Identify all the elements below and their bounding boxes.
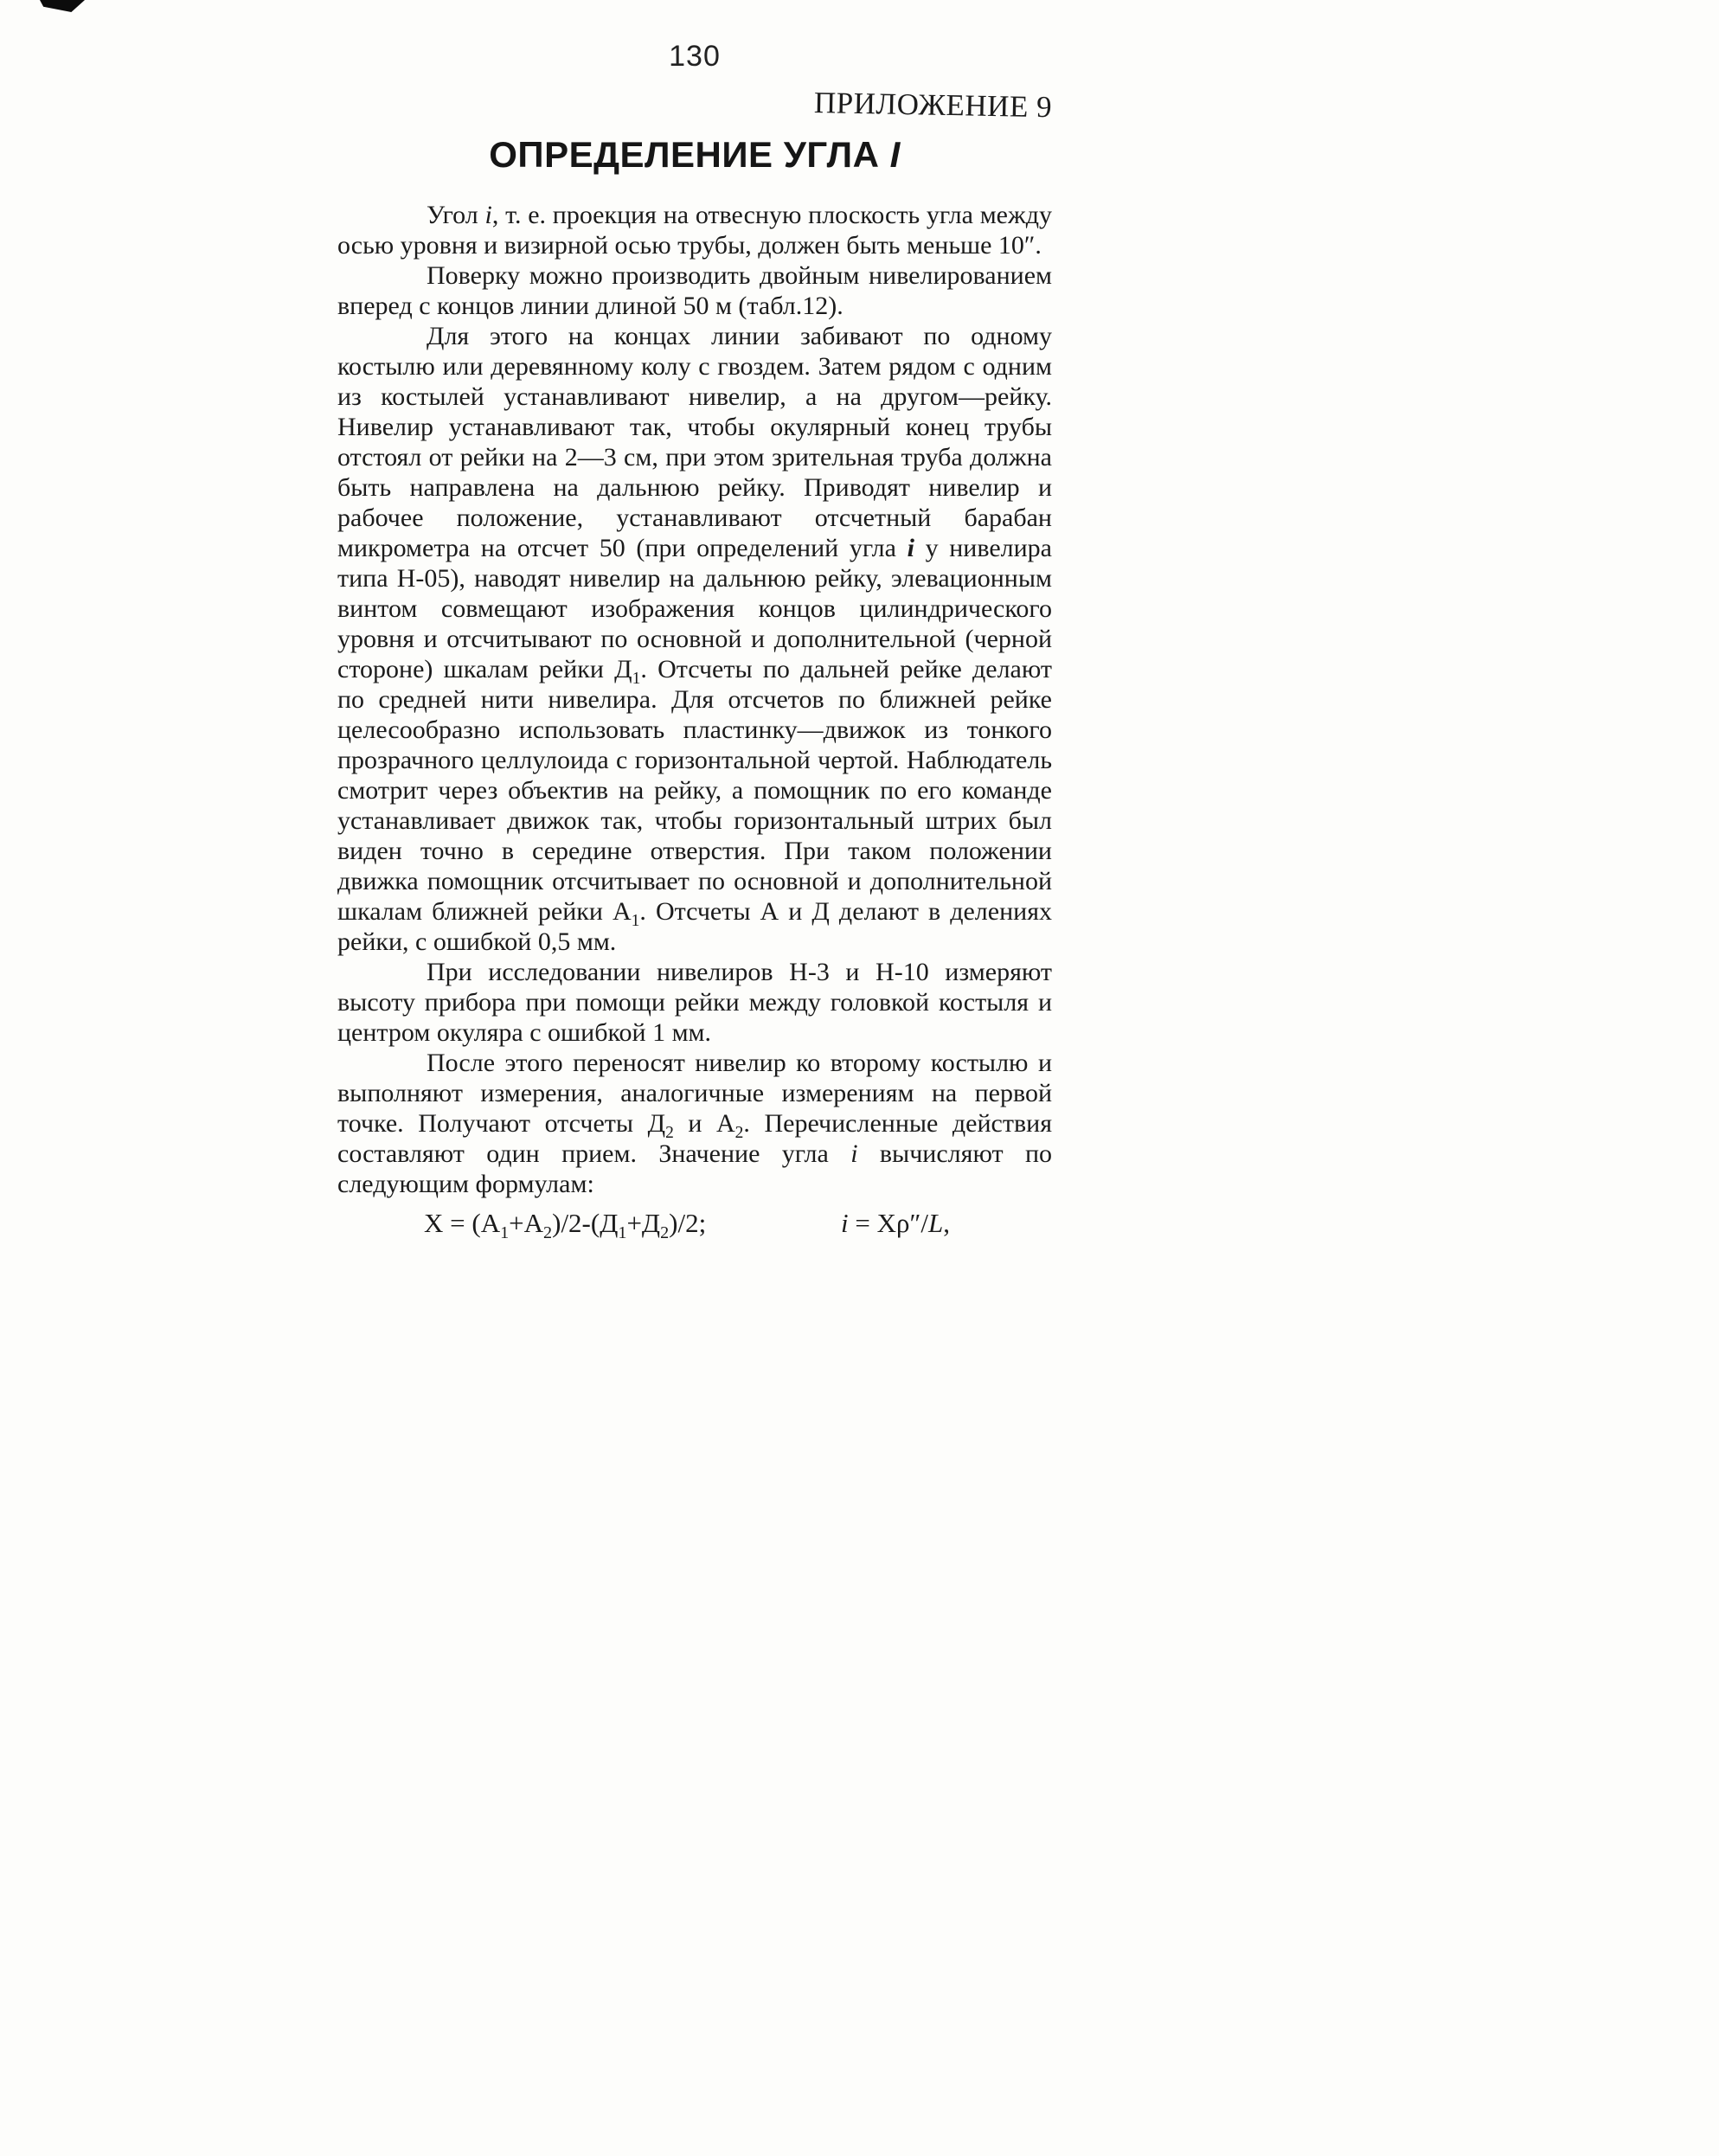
- formula-row: [337, 1208, 1052, 1243]
- page-title-text: ОПРЕДЕЛЕНИЕ УГЛА: [489, 134, 890, 175]
- page-title: [337, 134, 1052, 176]
- paragraph-intro-angle: Угол i, т. е. проекция на отвесную плоскость угла между осью уровня и визирной осью трубы, должен быть меньше 10″.: [337, 201, 1052, 260]
- page-content: [337, 0, 1053, 1243]
- document-body: [337, 200, 1053, 1243]
- formula-i-definition: i = Xρ″/L,: [841, 1208, 950, 1238]
- appendix-row: [337, 86, 1053, 125]
- page-title-italic: I: [889, 134, 901, 175]
- paragraph-second-point: После этого переносят нивелир ко второму костылю и выполняют измерения, аналогичные измерениям на первой точке. Получают отсчеты $Д_2$ и $А_2$. Перечисленные действия составляют один прием. Значение угла i вычисляют по следующим формулам:: [337, 1049, 1052, 1198]
- appendix-label: ПРИЛОЖЕНИЕ 9: [813, 86, 1053, 125]
- paragraph-height-measure: При исследовании нивелиров Н-3 и Н-10 измеряют высоту прибора при помощи рейки между головкой костыля и центром окуляра с ошибкой 1 мм.: [337, 958, 1052, 1047]
- scan-artifact: [40, 0, 85, 12]
- page-number: 130: [669, 40, 721, 73]
- formula-x-definition: $X = (A_1+A_2)/2-(Д_1+Д_2)/2$;: [424, 1208, 707, 1243]
- paragraph-check-method: Поверку можно производить двойным нивелированием вперед с концов линии длиной 50 м (табл.12).: [337, 261, 1052, 320]
- paragraph-procedure: Для этого на концах линии забивают по одному костылю или деревянному колу с гвоздем. Затем рядом с одним из костылей устанавливают нивелир, а на другом—рейку. Нивелир устанавливают так, чтобы окулярный конец трубы отстоял от рейки на 2—3 см, при этом зрительная труба должна быть направлена на дальнюю рейку. Приводят нивелир и рабочее положение, устанавливают отсчетный барабан микрометра на отсчет 50 (при определений угла i у нивелира типа Н-05), наводят нивелир на дальнюю рейку, элевационным винтом совмещают изображения концов цилиндрического уровня и отсчитывают по основной и дополнительной (черной стороне) шкалам рейки $Д_1$. Отсчеты по дальней рейке делают по средней нити нивелира. Для отсчетов по ближней рейке целесообразно использовать пластинку—движок из тонкого прозрачного целлулоида с горизонтальной чертой. Наблюдатель смотрит через объектив на рейку, а помощник по его команде устанавливает движок так, чтобы горизонтальный штрих был виден точно в середине отверстия. При таком положении движка помощник отсчитывает по основной и дополнительной шкалам ближней рейки $А_1$. Отсчеты А и Д делают в делениях рейки, с ошибкой 0,5 мм.: [337, 322, 1053, 956]
